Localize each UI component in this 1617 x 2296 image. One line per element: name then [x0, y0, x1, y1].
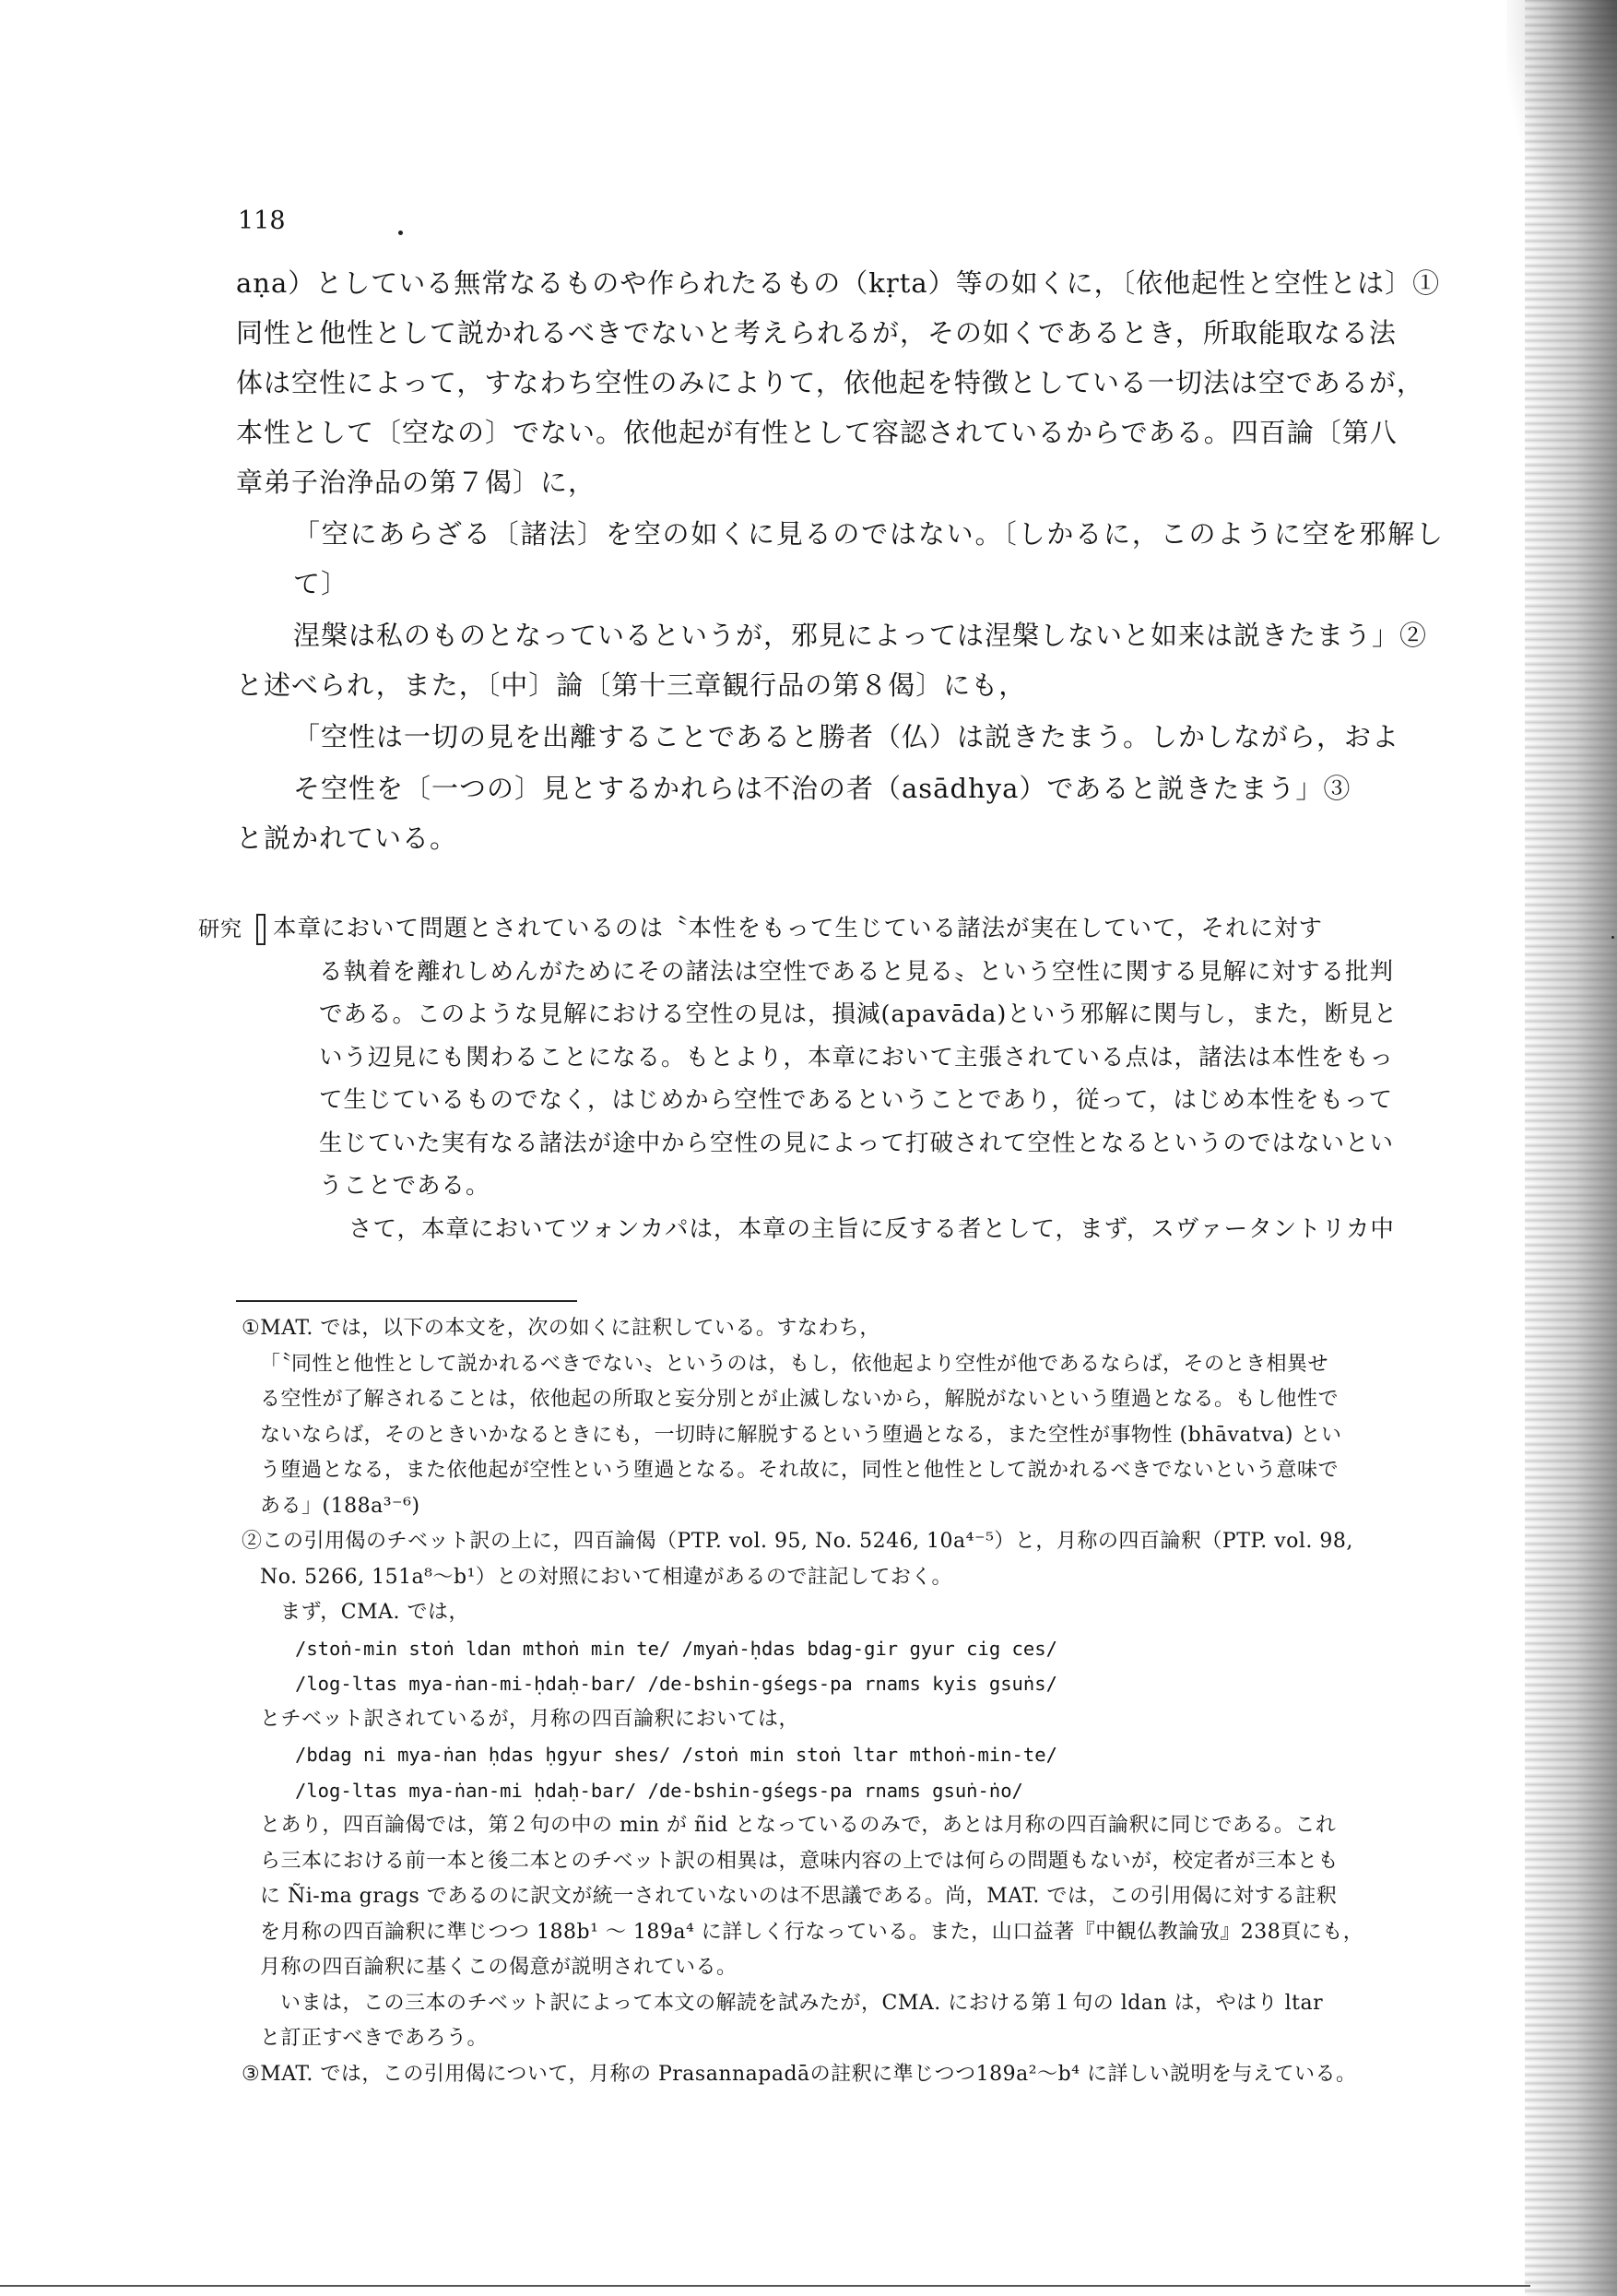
study-section — [198, 907, 1446, 1250]
main-line: 本性として〔空なの〕でない。依他起が有性として容認されているからである。四百論〔第八 — [236, 417, 1398, 448]
footnote-1-line: る空性が了解されることは，依他起の所取と妄分別とが止滅しないから，解脱がないという堕過となる。もし他性で — [260, 1388, 1340, 1411]
closing-line: と説かれている。 — [236, 823, 458, 854]
footnote-2-line: と訂正すべきであろう。 — [260, 2027, 489, 2050]
study-line: て生じているものでなく，はじめから空性であるということであり，従って，はじめ本性をもって — [319, 1086, 1393, 1114]
scan-corner-shadow — [1506, 0, 1617, 240]
main-line: aṇa）としている無常なるものや作られたるもの（kṛta）等の如くに，〔依他起性と空性とは〕① — [236, 267, 1441, 299]
quote-line: 涅槃は私のものとなっているというが，邪見によっては涅槃しないと如来は説きたまう」② — [293, 620, 1428, 651]
study-line: うことである。 — [319, 1172, 490, 1200]
footnote-2-line: とチベット訳されているが，月称の四百論釈においては， — [260, 1707, 800, 1731]
main-line: 章弟子治浄品の第７偈〕に， — [236, 467, 596, 498]
footnote-1-line: ある」(188a³⁻⁶) — [260, 1494, 420, 1518]
footnote-1-line: う堕過となる，また依他起が空性という堕過となる。それ故に，同性と他性として説かれるべきでないという意味で — [260, 1459, 1340, 1482]
quote-line: 「空にあらざる〔諸法〕を空の如くに見るのではない。〔しかるに，このように空を邪解して〕 — [293, 518, 1444, 599]
footnote-1-line: 「〝同性と他性として説かれるべきでない〟というのは，もし，依他起より空性が他であるならば，そのとき相異せ — [260, 1352, 1329, 1376]
tibetan-verse-line: /log-ltas mya-ṅan-mi ḥdaḥ-bar/ /de-bshin-gśegs-pa rnams gsuṅ-ṅo/ — [295, 1779, 1023, 1802]
footnote-1-line: ないならば，そのときいかなるときにも，一切時に解脱するという堕過となる，また空性が事物性 (bhāvatva) とい — [260, 1423, 1342, 1447]
quote-line: 「空性は一切の見を出離することであると勝者（仏）は説きたまう。しかしながら，およ — [293, 721, 1400, 752]
study-first-line — [198, 907, 1446, 951]
footnote-2-line: いまは，この三本のチベット訳によって本文の解読を試みたが，CMA. における第１句の ldan は，やはり ltar — [280, 1991, 1324, 2015]
tibetan-verse-line: /stoṅ-min stoṅ ldan mthoṅ min te/ /myaṅ-ḥdas bdag-gir gyur cig ces/ — [295, 1637, 1057, 1660]
footnote-1-head: ①MAT. では，以下の本文を，次の如くに註釈している。すなわち， — [242, 1317, 880, 1340]
footnote-2-head: ②この引用偈のチベット訳の上に，四百論偈（PTP. vol. 95, No. 5246, 10a⁴⁻⁵）と，月称の四百論釈（PTP. vol. 98, — [242, 1530, 1353, 1553]
tibetan-verse-line: /bdag ni mya-ṅan ḥdas ḥgyur shes/ /stoṅ min stoṅ ltar mthoṅ-min-te/ — [295, 1744, 1057, 1766]
footnote-2-line: 月称の四百論釈に基くこの偈意が説明されている。 — [260, 1956, 738, 1979]
study-last-line: さて，本章においてツォンカパは，本章の主旨に反する者として，まず，スヴァータントリカ中 — [348, 1214, 1395, 1243]
scan-speck — [1611, 936, 1614, 939]
footnote-3: ③MAT. では，この引用偈について，月称の Prasannapadāの註釈に準じつつ189a²〜b⁴ に詳しい説明を与えている。 — [242, 2062, 1357, 2086]
footnotes — [242, 1311, 1446, 2092]
study-line: 生じていた実有なる諸法が途中から空性の見によって打破されて空性となるというのではないとい — [319, 1129, 1395, 1157]
footnote-2-line: No. 5266, 151a⁸〜b¹）との対照において相違があるので註記しておく。 — [260, 1565, 952, 1589]
main-line: 体は空性によって，すなわち空性のみによりて，依他起を特徴としている一切法は空であるが， — [236, 367, 1424, 398]
footnote-2-line: を月称の四百論釈に準じつつ 188b¹ 〜 189a⁴ に詳しく行なっている。また，山口益著『中観仏教論攷』238頁にも， — [260, 1920, 1364, 1944]
scan-edge-shadow — [1525, 0, 1617, 2296]
bridge-line: と述べられ，また，〔中〕論〔第十三章観行品の第８偈〕にも， — [236, 669, 1027, 701]
quote-line: そ空性を〔一つの〕見とするかれらは不治の者（asādhya）であると説きたまう」③ — [293, 773, 1351, 804]
page-number: 118 — [238, 207, 286, 235]
study-first-text: 本章において問題とされているのは〝本性をもって生じている諸法が実在していて，それに対す — [273, 915, 1323, 942]
study-line: である。このような見解における空性の見は，損減(apavāda)という邪解に関与し，また，断見と — [319, 1000, 1399, 1028]
footnote-2-line: に Ñi-ma grags であるのに訳文が統一されていないのは不思議である。尚，MAT. では，この引用偈に対する註釈 — [260, 1885, 1338, 1908]
study-line: る執着を離れしめんがためにその諸法は空性であると見る〟という空性に関する見解に対する批判 — [319, 957, 1395, 986]
footnote-2-line: ら三本における前一本と後二本とのチベット訳の相異は，意味内容の上では何らの問題もないが，校定者が三本とも — [260, 1849, 1340, 1873]
scan-bottom-line — [0, 2285, 1530, 2287]
study-tag: 研究 — [256, 914, 266, 945]
footnote-2-line: まず，CMA. では， — [280, 1601, 469, 1624]
tibetan-verse-line: /log-ltas mya-ṅan-mi-ḥdaḥ-bar/ /de-bshin-gśegs-pa rnams kyis gsuṅs/ — [295, 1673, 1057, 1695]
main-line: 同性と他性として説かれるべきでないと考えられるが，その如くであるとき，所取能取なる法 — [236, 317, 1397, 349]
study-line: いう辺見にも関わることになる。もとより，本章において主張されている点は，諸法は本性をもっ — [319, 1043, 1395, 1071]
scan-speck — [398, 231, 403, 235]
footnote-rule — [236, 1300, 577, 1302]
footnote-2-line: とあり，四百論偈では，第２句の中の min が ñid となっているのみで，あとは月称の四百論釈に同じである。これ — [260, 1814, 1337, 1837]
main-text — [236, 258, 1444, 863]
